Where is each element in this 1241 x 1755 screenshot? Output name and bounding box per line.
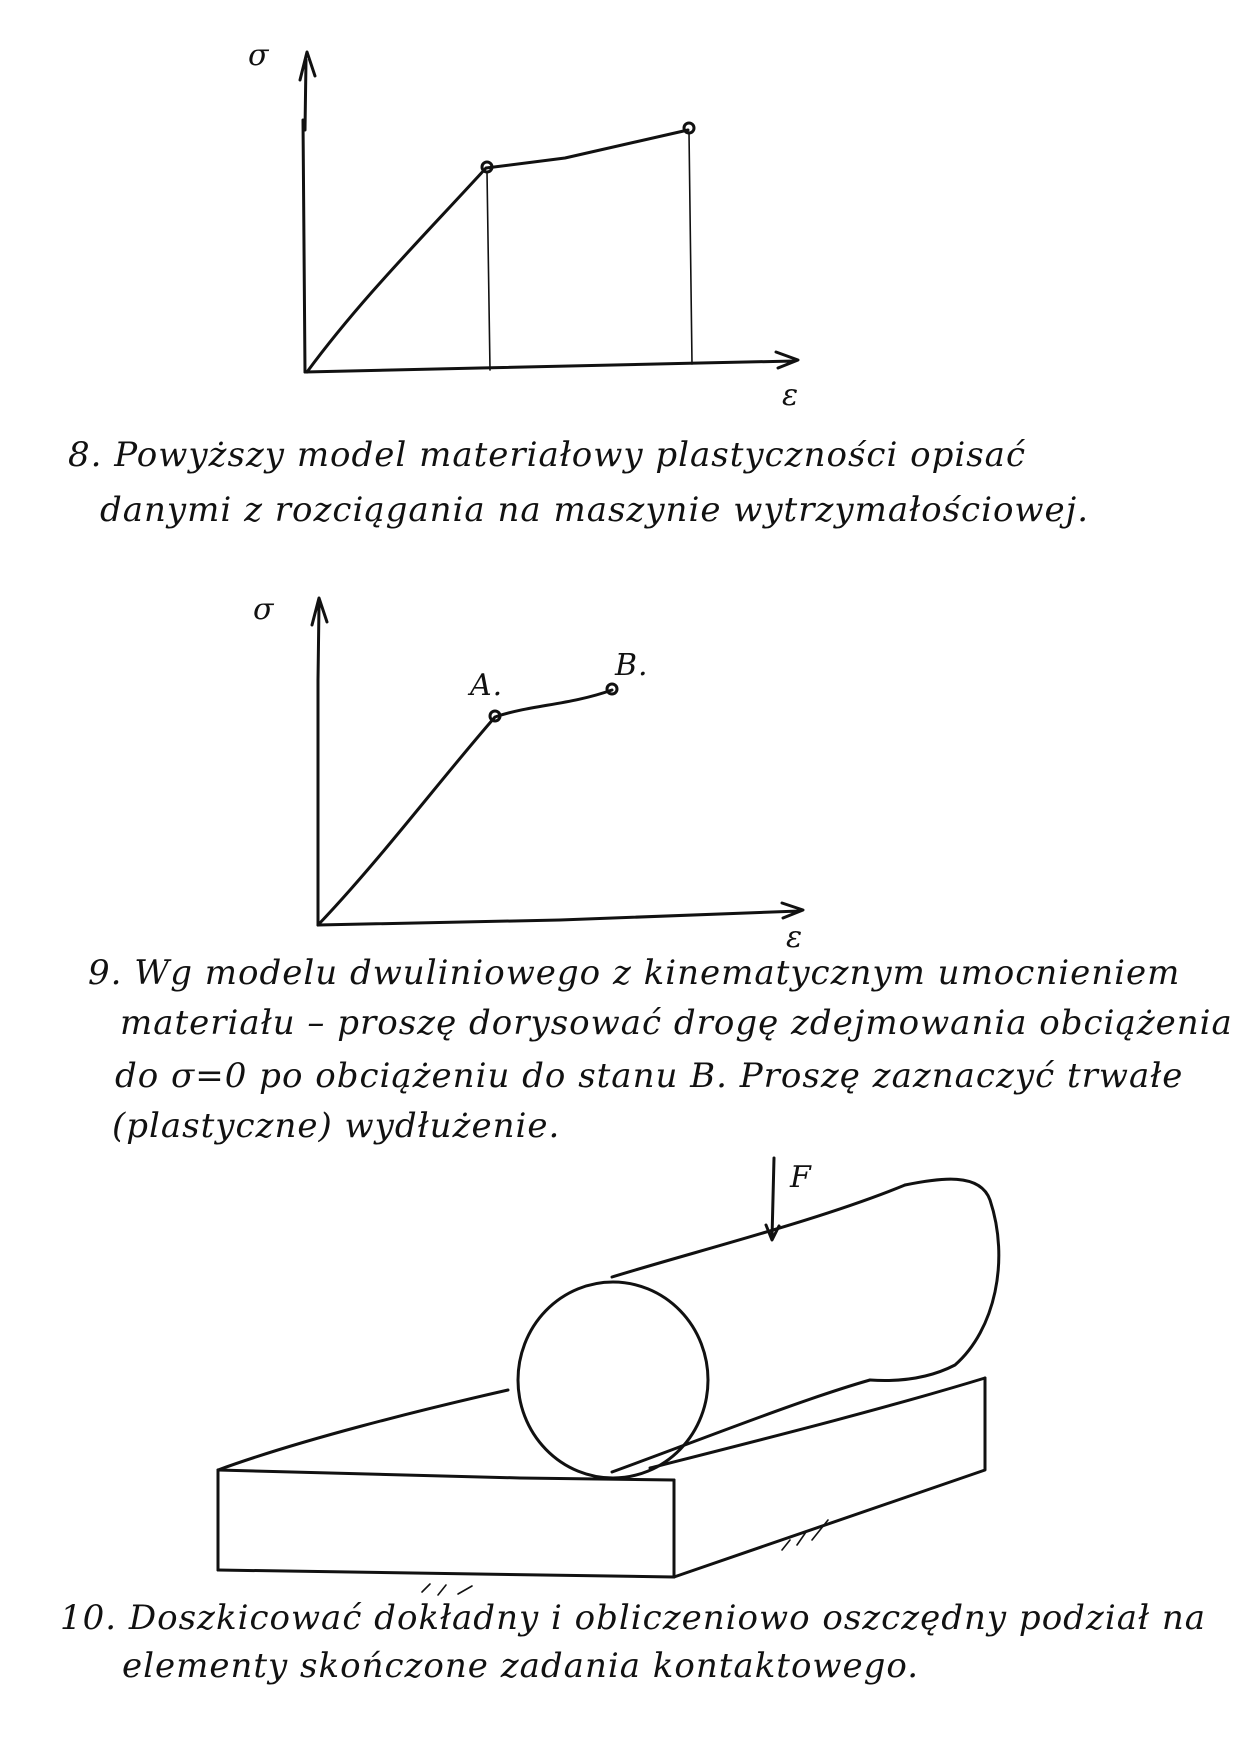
q10-plate-front-top [218, 1470, 674, 1480]
q10-plate-front-bottom [218, 1570, 674, 1577]
q9-sigma-label: σ [253, 592, 275, 627]
q9-x-axis [318, 903, 803, 925]
q9-text-line2: materiału – proszę dorysować drogę zdejmowania obciążenia [120, 1003, 1233, 1043]
q8-stress-curve [307, 130, 688, 372]
q10-cylinder-front-face [518, 1282, 708, 1478]
q8-sigma-label: σ [248, 38, 270, 73]
q10-text-line2: elementy skończone zadania kontaktowego. [122, 1646, 920, 1686]
q9-stress-curve [318, 690, 612, 925]
q9-epsilon-label: ε [786, 920, 804, 955]
q8-text-line1: 8. Powyższy model materiałowy plastyczności opisać [68, 435, 1026, 475]
q8-y-axis [300, 52, 315, 372]
q8-epsilon-label: ε [782, 378, 800, 413]
q8-x-axis [305, 352, 798, 372]
q9-point-b-label: B. [615, 648, 649, 683]
q10-cylinder-far-end [870, 1179, 999, 1380]
q9-y-axis [312, 598, 327, 925]
q9-text-line1: 9. Wg modelu dwuliniowego z kinematycznym umocnieniem [88, 953, 1181, 993]
q8-guide-yield [487, 172, 490, 370]
q9-text-line4: (plastyczne) wydłużenie. [112, 1106, 561, 1146]
q9-text-line3: do σ=0 po obciążeniu do stanu B. Proszę zaznaczyć trwałe [115, 1056, 1184, 1096]
q10-force-label: F [790, 1160, 812, 1195]
q8-guide-end [689, 132, 692, 364]
q8-text-line2: danymi z rozciągania na maszynie wytrzymałościowej. [100, 490, 1090, 530]
q10-plate-top-back [218, 1390, 508, 1470]
q10-text-line1: 10. Doszkicować dokładny i obliczeniowo oszczędny podział na [60, 1598, 1206, 1638]
q10-plate-top-right [650, 1378, 985, 1468]
q10-plate-right-edge [674, 1378, 985, 1577]
q10-cylinder-top-edge [612, 1185, 905, 1277]
q10-support-hatch-bottom [422, 1584, 472, 1595]
q9-point-a-label: A. [470, 668, 504, 703]
q10-support-hatch-right [782, 1520, 828, 1550]
q10-cylinder-bottom-edge [612, 1380, 870, 1472]
